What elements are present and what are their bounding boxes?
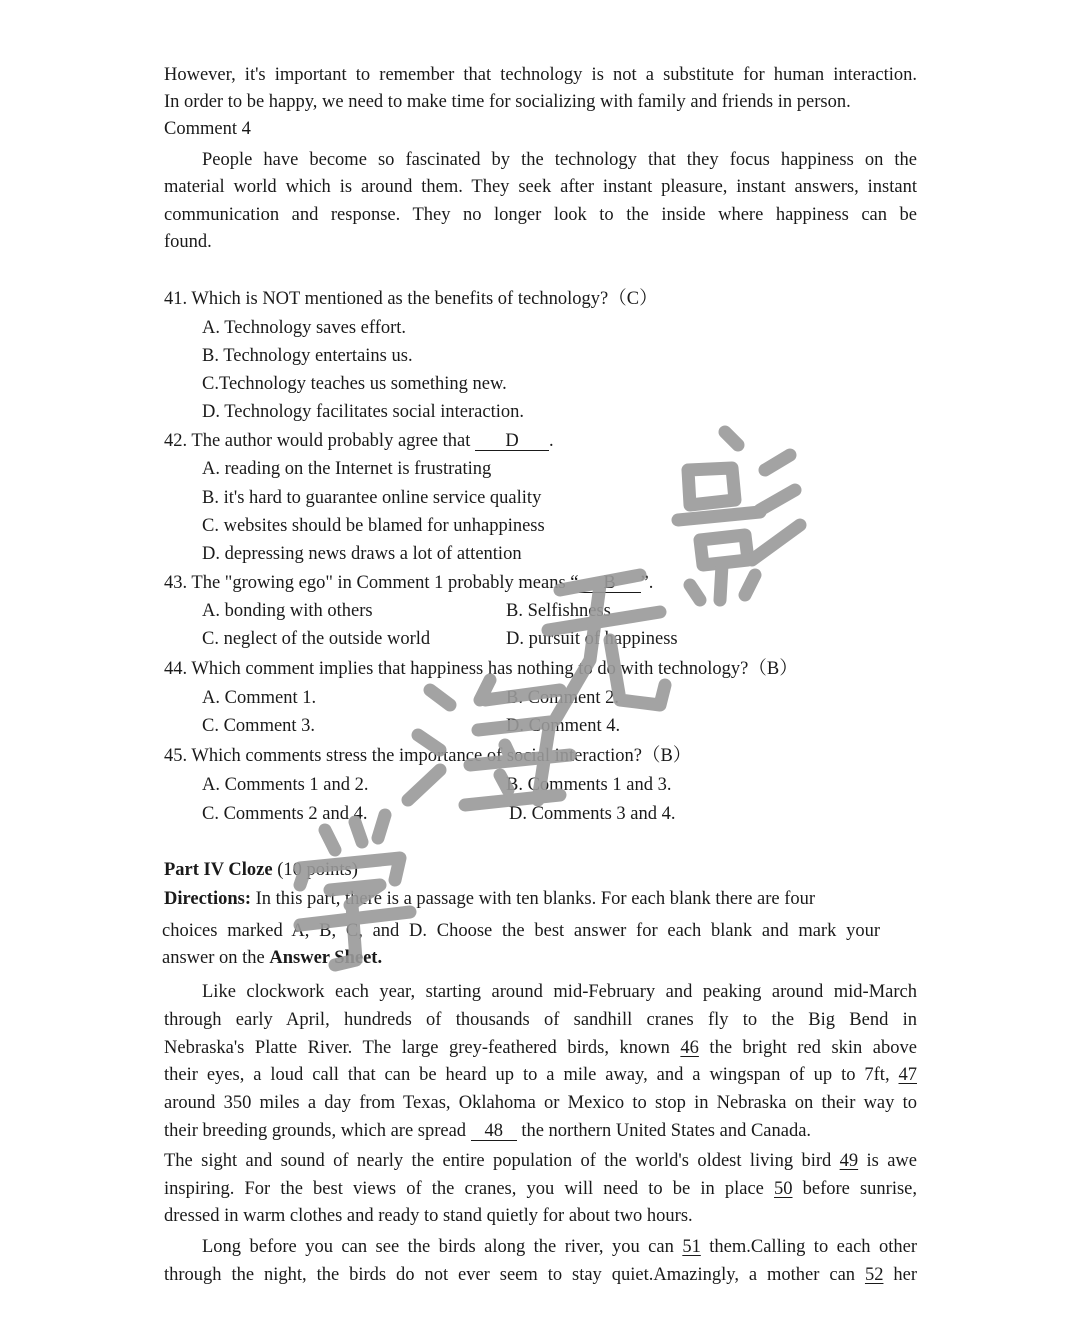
question-42-option-a: A. reading on the Internet is frustrating [202,459,492,479]
blank-50: 50 [774,1179,793,1199]
question-42-option-d: D. depressing news draws a lot of attention [202,544,522,564]
passage-p1-line-6 [164,1120,811,1142]
passage-p3-line-2-text: through the night, the birds do not ever seem to stay quiet.Amazingly, a mother can [164,1265,865,1285]
passage-p1-line-6-text: their breeding grounds, which are spread [164,1121,471,1141]
question-41-option-c: C.Technology teaches us something new. [202,374,507,394]
directions-line-3-text: answer on the [162,948,270,968]
question-45-option-b: B. Comments 1 and 3. [506,775,672,795]
passage-p1-line-5: around 350 miles a day from Texas, Oklahoma or Mexico to stop in Nebraska on their way to [164,1093,917,1113]
question-43-stem [164,572,653,594]
blank-51: 51 [682,1237,701,1257]
question-43-stem-end: ”. [640,573,654,593]
question-43-option-a: A. bonding with others [202,601,373,621]
question-45-option-a: A. Comments 1 and 2. [202,775,369,795]
question-44-option-b: B. Comment 2. [506,688,620,708]
question-45-stem: 45. Which comments stress the importance of social interaction?（B） [164,746,692,766]
blank-48: 48 [471,1122,517,1141]
question-41-option-a: A. Technology saves effort. [202,318,407,338]
question-42-option-b: B. it's hard to guarantee online service quality [202,488,542,508]
passage-p1-line-3-text: Nebraska's Platte River. The large grey-feathered birds, known [164,1038,681,1058]
question-42-stem-end: . [549,431,554,451]
part4-heading-points: (10 points) [272,860,358,880]
question-44-option-c: C. Comment 3. [202,716,316,736]
question-42-answer-blank: D [475,432,549,451]
part4-heading [164,859,358,881]
comment4-line-3: communication and response. They no longer look to the inside where happiness can be [164,205,917,225]
passage-p2-line-3: dressed in warm clothes and ready to stand quietly for about two hours. [164,1206,693,1226]
question-41-option-d: D. Technology facilitates social interaction. [202,402,525,422]
comment4-line-2: material world which is around them. They seek after instant pleasure, instant answers, instant [164,177,917,197]
question-43-option-d: D. pursuit of happiness [506,629,678,649]
part4-heading-title: Part IV Cloze [164,860,273,880]
passage-p3-line-2 [164,1264,917,1308]
question-42-stem [164,430,554,452]
comment4-line-1: People have become so fascinated by the technology that they focus happiness on the [202,150,917,170]
blank-52: 52 [864,1265,884,1285]
passage-p2-line-2-text: inspiring. For the best views of the cranes, you will need to be in place [164,1179,774,1199]
passage-p2-line-1-text: The sight and sound of nearly the entire population of the world's oldest living bird [164,1151,840,1171]
passage-p3-line-1-text: Long before you can see the birds along the river, you can [202,1237,683,1257]
question-45-option-d: D. Comments 3 and 4. [509,804,676,824]
passage-p3-line-2-end: her [883,1265,917,1285]
passage-p3-line-1-end: them.Calling to each other [700,1237,917,1257]
passage-p1-line-3-end: the bright red skin above [698,1038,917,1058]
comment4-heading: Comment 4 [164,119,251,139]
question-43-answer-blank: B [579,574,641,593]
passage-p1-line-2: through early April, hundreds of thousands of sandhill cranes fly to the Big Bend in [164,1010,917,1030]
question-44-option-a: A. Comment 1. [202,688,317,708]
passage-p2-line-2-end: before sunrise, [792,1179,918,1199]
directions-line-2: choices marked A, B, C, and D. Choose the best answer for each blank and mark your [162,921,880,941]
passage-p1-line-1: Like clockwork each year, starting around mid-February and peaking around mid-March [202,982,917,1002]
directions-line-1 [164,888,815,910]
directions-answer-sheet: Answer Sheet. [269,948,383,968]
question-44-option-d: D. Comment 4. [506,716,621,736]
intro-line-2: In order to be happy, we need to make time for socializing with family and friends in person. [164,92,851,112]
question-43-option-b: B. Selfishness [506,601,611,621]
question-43-stem-text: 43. The "growing ego" in Comment 1 probably means “ [164,573,579,593]
question-42-stem-text: 42. The author would probably agree that [164,431,475,451]
question-42-option-c: C. websites should be blamed for unhappiness [202,516,545,536]
passage-p1-line-6-end: the northern United States and Canada. [516,1121,812,1141]
directions-line-1-text: In this part, there is a passage with ten blanks. For each blank there are four [251,889,816,909]
blank-46: 46 [680,1038,699,1058]
question-41-option-b: B. Technology entertains us. [202,346,413,366]
intro-line-1: However, it's important to remember that technology is not a substitute for human interaction. [164,65,917,85]
question-44-stem: 44. Which comment implies that happiness has nothing to do with technology?（B） [164,659,798,679]
blank-47: 47 [898,1065,917,1085]
directions-label: Directions: [164,889,251,909]
passage-p1-line-4-text: their eyes, a loud call that can be heard up to a mile away, and a wingspan of up to 7ft, [164,1065,899,1085]
comment4-line-4: found. [164,232,212,252]
question-41-stem: 41. Which is NOT mentioned as the benefits of technology?（C） [164,289,658,309]
question-45-option-c: C. Comments 2 and 4. [202,804,368,824]
directions-line-3 [162,947,382,969]
blank-49: 49 [839,1151,859,1171]
passage-p2-line-1-end: is awe [858,1151,917,1171]
question-43-option-c: C. neglect of the outside world [202,629,431,649]
